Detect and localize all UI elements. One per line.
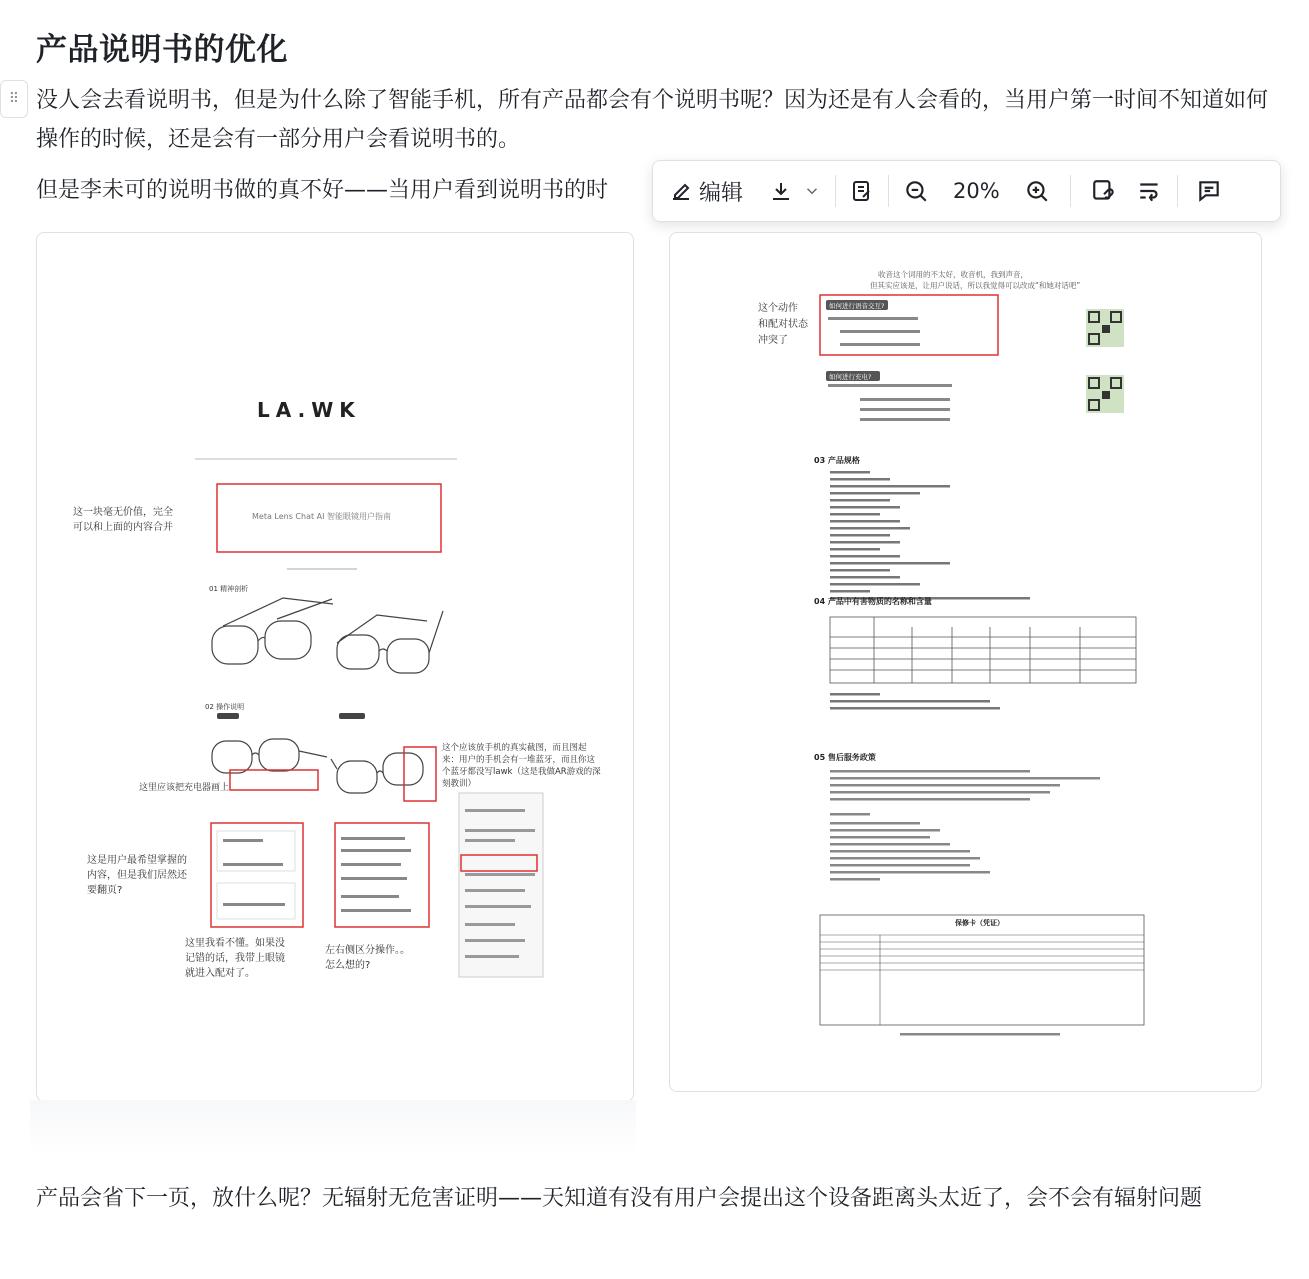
highlight-box — [404, 747, 436, 801]
image-block-footer — [30, 1100, 636, 1155]
note-button[interactable] — [840, 171, 884, 211]
voice-section-title: 如何进行语音交互? — [829, 302, 885, 310]
page-title: 产品说明书的优化 — [36, 32, 288, 68]
annotation-note: 这里我看不懂。如果没记错的话，我带上眼镜就进入配对了。 — [185, 938, 285, 979]
annotation-note: 收音这个词用的不太好，收音机，我到声音，但其实应该是，让用户说话，所以我觉得可以改成“和她对话吧” — [870, 270, 1081, 290]
manual-title-text: Meta Lens Chat AI 智能眼镜用户指南 — [252, 512, 392, 521]
comment-button[interactable] — [1182, 171, 1232, 211]
annotation-note: 这里应该把充电器画上 — [139, 783, 230, 793]
hazard-table — [830, 617, 1136, 683]
image-toolbar — [652, 160, 1281, 222]
manual-image-right[interactable] — [669, 232, 1262, 1092]
annotation-note: 这一块毫无价值，完全可以和上面的内容合并 — [73, 507, 173, 533]
edit-button[interactable] — [653, 171, 753, 211]
download-button[interactable] — [753, 171, 831, 211]
zoom-out-icon — [903, 178, 929, 204]
text-wrap-icon — [1137, 178, 1163, 204]
link-icon — [1091, 178, 1117, 204]
comment-icon — [1196, 178, 1222, 204]
section-heading: 01 精神剖析 — [209, 585, 249, 593]
zoom-level[interactable]: 20% — [953, 179, 1000, 203]
chevron-down-icon — [803, 182, 821, 200]
wrap-button[interactable] — [1127, 171, 1173, 211]
paragraph-critique: 但是李未可的说明书做的真不好——当用户看到说明书的时 — [36, 178, 609, 203]
annotation-note: 这个应该放手机的真实截图，而且图起来：用户的手机会有一堆蓝牙，而且你这个蓝牙都没写lawk（这是我做AR游戏的深刻教训） — [442, 743, 601, 789]
section-heading: 05 售后服务政策 — [814, 753, 876, 762]
paragraph-next-page: 产品会省下一页，放什么呢？无辐射无危害证明——天知道有没有用户会提出这个设备距离头太近了，会不会有辐射问题 — [36, 1186, 1203, 1211]
qr-code — [1086, 309, 1124, 413]
download-icon — [769, 179, 793, 203]
toolbar-divider — [1070, 175, 1071, 207]
manual-right-illustration — [670, 233, 1261, 1091]
manual-image-left[interactable] — [36, 232, 634, 1102]
manual-left-illustration — [37, 233, 633, 1101]
annotation-note: 左右侧区分操作。。怎么想的? — [325, 945, 410, 971]
zoom-in-icon — [1024, 178, 1050, 204]
paragraph-intro: 没人会去看说明书，但是为什么除了智能手机，所有产品都会有个说明书呢？因为还是有人会看的，当用户第一时间不知道如何操作的时候，还是会有一部分用户会看说明书的。 — [36, 88, 1269, 152]
note-edit-icon — [850, 179, 874, 203]
warranty-card — [820, 915, 1144, 1036]
pencil-icon — [669, 179, 693, 203]
annotation-note: 这个动作和配对状态冲突了 — [758, 303, 808, 346]
toolbar-divider — [835, 175, 836, 207]
zoom-out-button[interactable] — [893, 171, 939, 211]
drag-handle-icon: ⠿ — [8, 91, 20, 107]
glasses-illustration — [212, 598, 443, 673]
link-button[interactable] — [1075, 171, 1127, 211]
highlight-box — [230, 770, 318, 790]
edit-label: 编辑 — [699, 180, 744, 206]
section-heading: 04 产品中有害物质的名称和含量 — [814, 597, 932, 606]
brand-logo: LA.WK — [257, 398, 361, 422]
phone-screenshot — [459, 793, 543, 977]
toolbar-divider — [888, 175, 889, 207]
charge-section-title: 如何进行充电? — [829, 373, 872, 381]
toolbar-divider — [1177, 175, 1178, 207]
block-drag-handle[interactable] — [0, 80, 28, 118]
annotation-note: 这是用户最希望掌握的内容，但是我们居然还要翻页? — [87, 855, 187, 896]
section-heading: 03 产品规格 — [814, 456, 860, 465]
warranty-title: 保修卡（凭证） — [955, 919, 1004, 927]
zoom-in-button[interactable] — [1014, 171, 1060, 211]
section-heading: 02 操作说明 — [205, 703, 245, 711]
